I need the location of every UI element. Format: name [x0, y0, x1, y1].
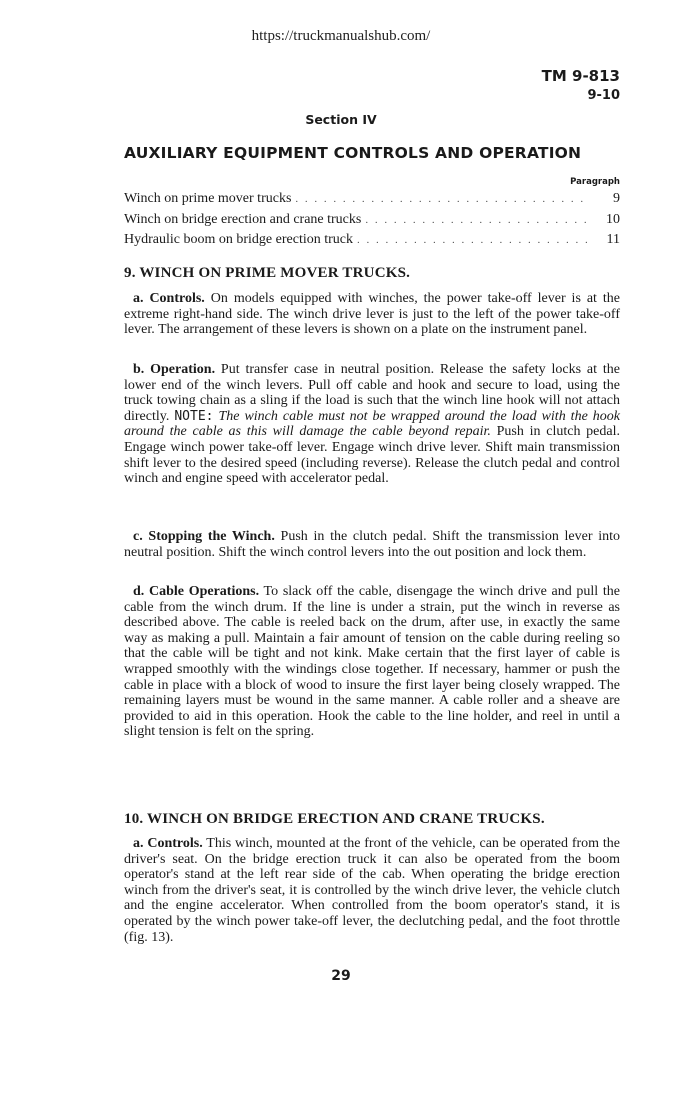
- paragraph-10-heading: 10. WINCH ON BRIDGE ERECTION AND CRANE TRUCKS.: [124, 811, 545, 827]
- subparagraph-text: To slack off the cable, disengage the winch drive and pull the cable from the winch drum. If the line is under a strain, put the winch in reverse as described above. The cable is reeled back on the drum, after use, in exactly the same way as making a pull. Maintain a fair amount of tension on the cable during reeling so that the cable will be tight and not kink. Make certain that the first layer of cable is wrapped smoothly with the windings close together. If necessary, hammer or push the cable in place with a block of wood to insure the first layer being closely wrapped. The remaining layers must be wound in the same manner. A cable roller and a sheave are provided to aid in this operation. Hook the cable to the line holder, and reel in until a slight tension is felt on the spring.: [124, 584, 620, 740]
- source-url-watermark: https://truckmanualshub.com/: [251, 28, 431, 44]
- table-of-contents: [124, 191, 620, 253]
- leader-dots: [357, 234, 590, 246]
- leader-dots: [365, 214, 590, 226]
- tm-header: [542, 66, 620, 106]
- section-title: AUXILIARY EQUIPMENT CONTROLS AND OPERATION: [124, 144, 582, 162]
- toc-paragraph-number: 10: [606, 211, 620, 227]
- toc-title: Winch on bridge erection and crane trucks: [124, 211, 362, 227]
- subparagraph-text: Put transfer case in neutral position. Release the safety locks at the lower end of the winch levers. Pull off cable and hook and secure to load, using the truck towing chain as a sling if the load is such that the winch line hook will not attach directly.: [124, 362, 620, 424]
- paragraph-9c-stopping: [124, 529, 620, 560]
- toc-paragraph-number: 11: [606, 232, 620, 247]
- paragraph-9d-cable-operations: [124, 584, 620, 740]
- toc-row: [124, 191, 620, 212]
- note-label: NOTE:: [174, 408, 214, 424]
- subparagraph-text: This winch, mounted at the front of the vehicle, can be operated from the driver's seat. On the bridge erection truck it can also be operated from the boom operator's stand at the left rear side of the cab. When operating the bridge erection winch from the driver's seat, it is controlled by the winch drive lever, the vehicle clutch and the engine accelerator. When controlled from the boom operator's stand, it is operated by the winch power take-off lever, the declutching pedal, and the foot throttle (fig. 13).: [124, 836, 621, 945]
- toc-paragraph-number: 9: [613, 191, 620, 206]
- subparagraph-lead: a. Controls.: [133, 291, 205, 306]
- subparagraph-lead: c. Stopping the Winch.: [133, 529, 275, 544]
- toc-row: [124, 232, 620, 253]
- paragraph-10a-controls: [124, 836, 620, 945]
- leader-dots: [295, 193, 590, 205]
- section-label: Section IV: [305, 112, 377, 127]
- paragraph-column-header: Paragraph: [570, 177, 620, 187]
- subparagraph-text: Push in the clutch pedal. Shift the transmission lever into neutral position. Shift the winch control levers into the out position and lock them.: [124, 529, 620, 560]
- subparagraph-text-continued: Push in clutch pedal. Engage winch power take-off lever. Engage winch drive lever. Shift main transmission shift lever to the desired speed (including reverse). Release the clutch pedal and control winch and engine speed with accelerator pedal.: [124, 424, 620, 487]
- note-text: The winch cable must not be wrapped around the load with the hook around the cable as this will damage the cable beyond repair.: [124, 408, 620, 440]
- paragraph-9b-operation: [124, 362, 620, 487]
- paragraph-9a-controls: [124, 291, 620, 338]
- tm-number: TM 9-813: [541, 67, 620, 85]
- subparagraph-lead: b. Operation.: [133, 362, 216, 377]
- toc-title: Hydraulic boom on bridge erection truck: [124, 232, 353, 247]
- paragraph-9-heading: 9. WINCH ON PRIME MOVER TRUCKS.: [124, 265, 411, 281]
- subparagraph-lead: a. Controls.: [133, 836, 203, 851]
- toc-row: [124, 212, 620, 233]
- page-paragraph-range: 9-10: [587, 88, 620, 103]
- subparagraph-lead: d. Cable Operations.: [133, 584, 260, 599]
- toc-title: Winch on prime mover trucks: [124, 191, 292, 206]
- subparagraph-text: On models equipped with winches, the power take-off lever is at the extreme right-hand side. The winch drive lever is just to the left of the power take-off lever. The arrangement of these levers is shown on a plate on the instrument panel.: [124, 291, 620, 338]
- page-number: 29: [331, 968, 351, 984]
